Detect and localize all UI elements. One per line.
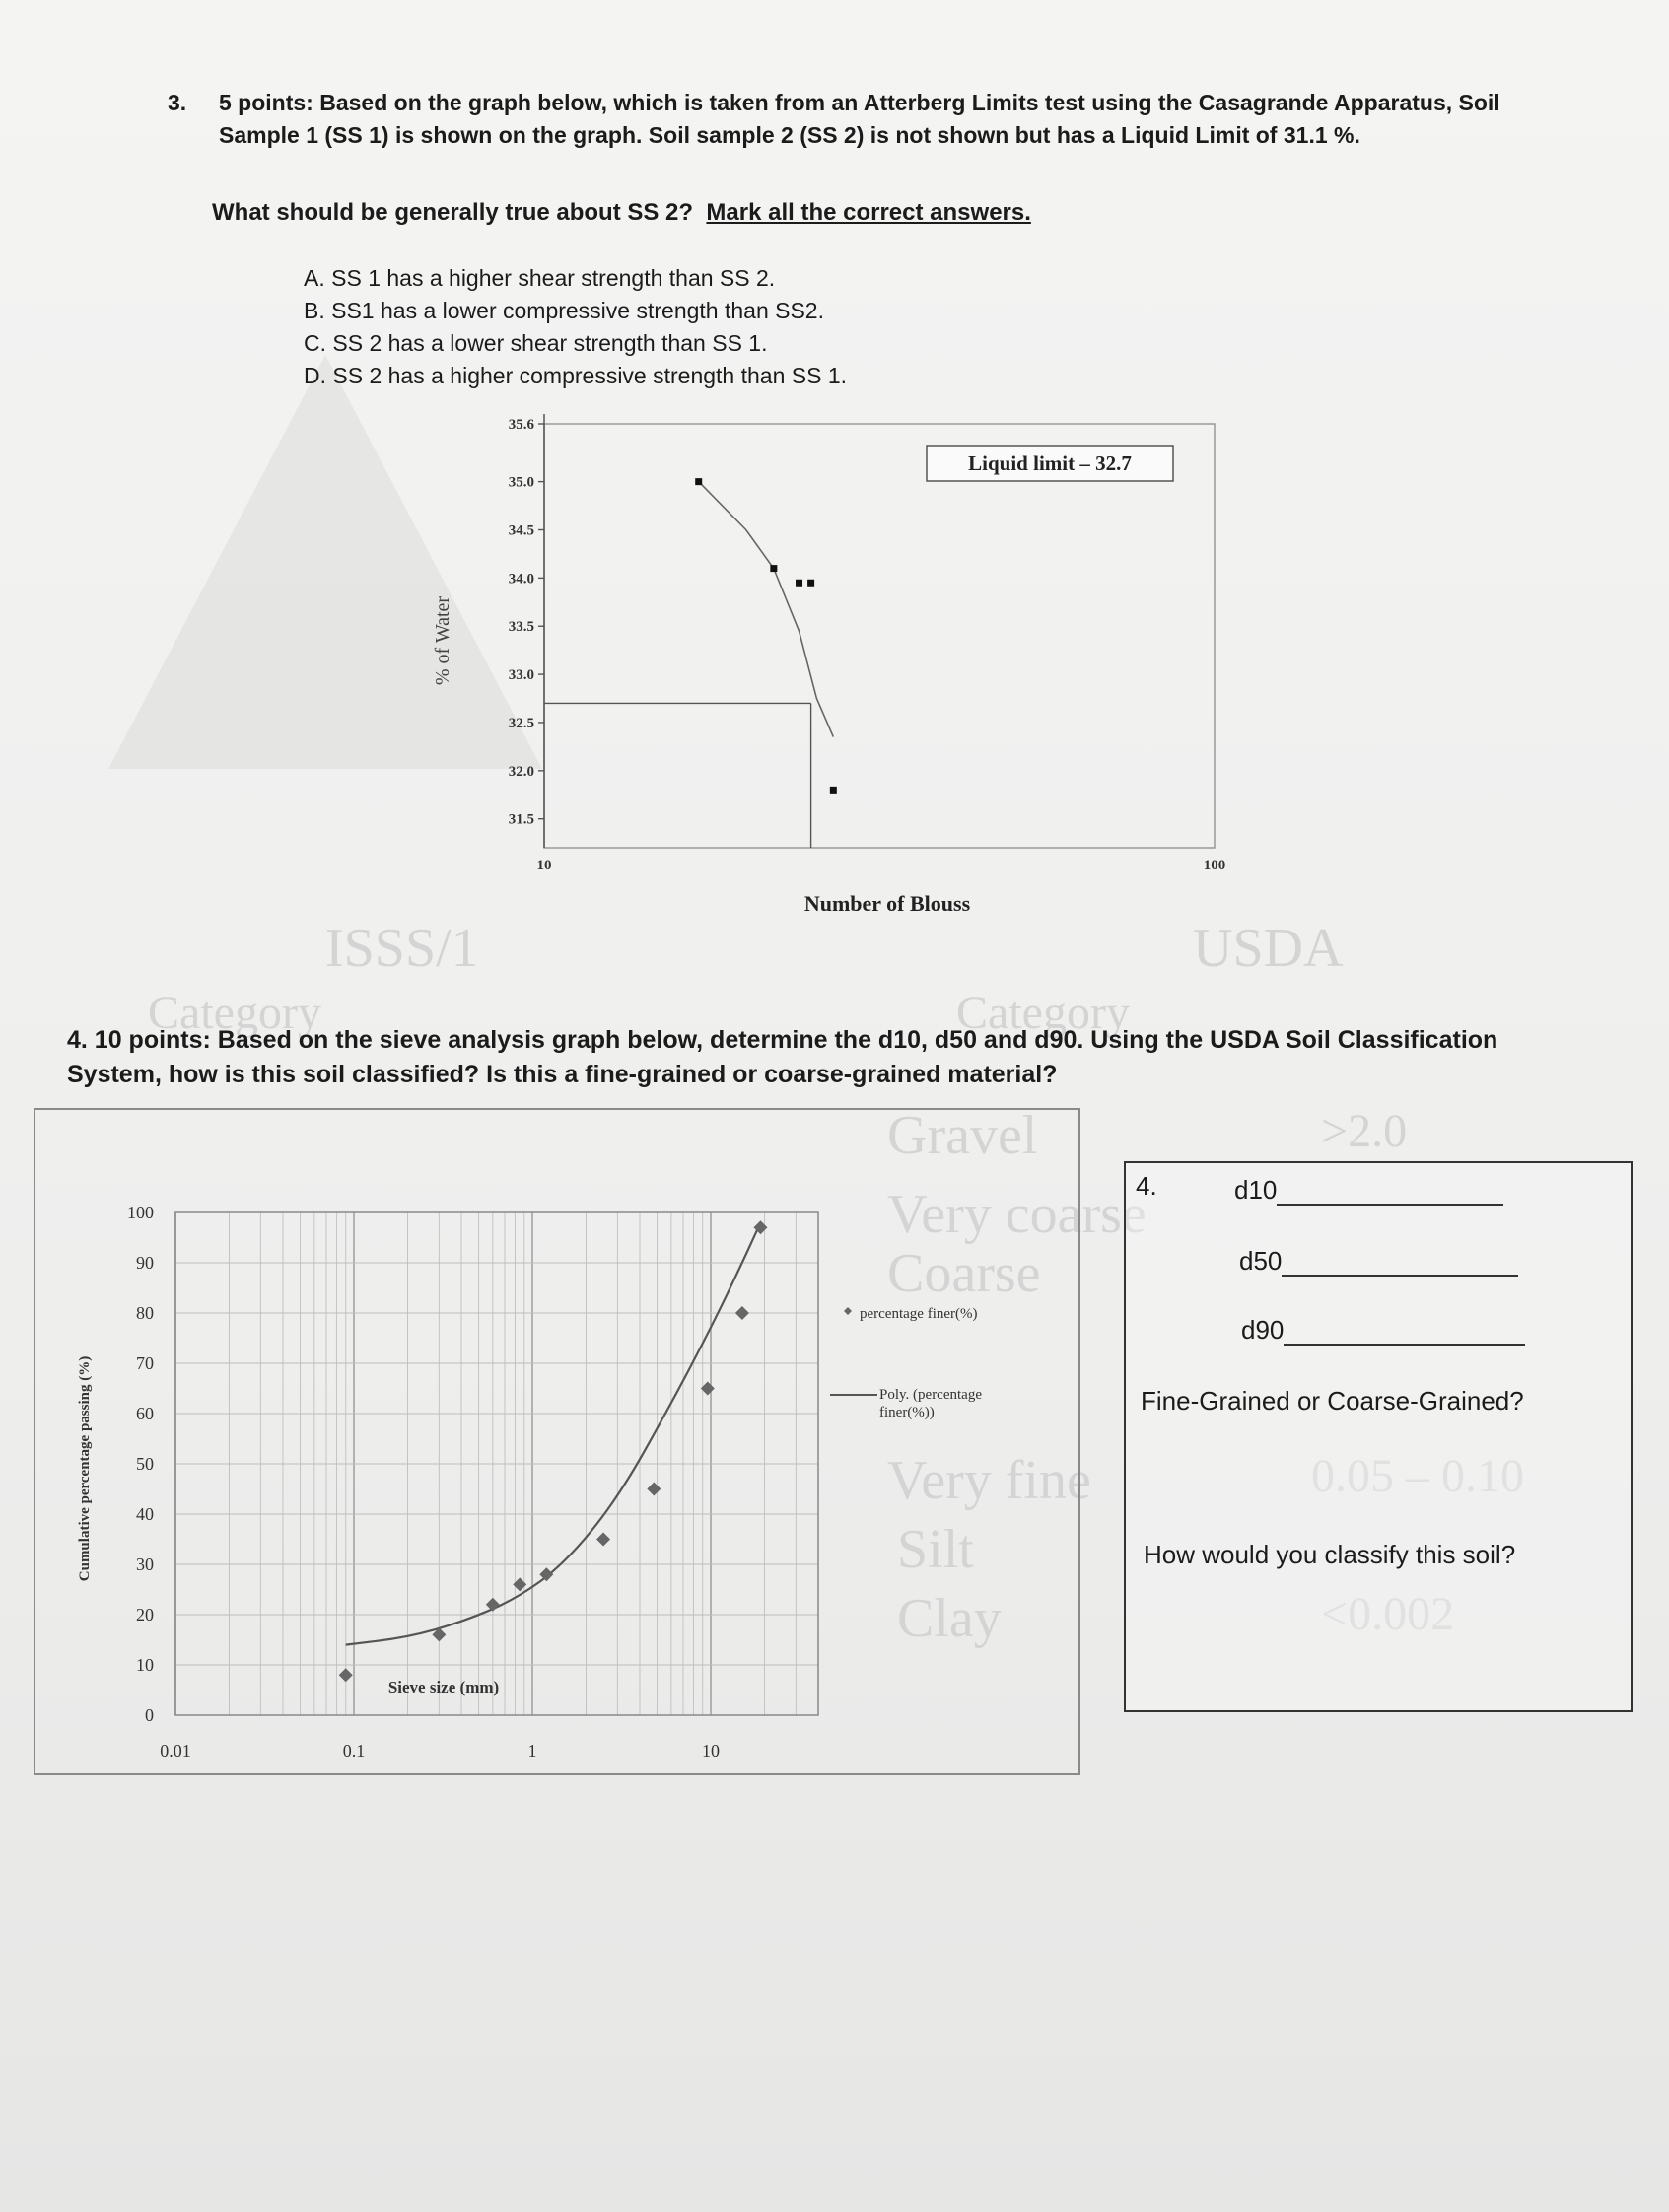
x-tick-label: 100	[1203, 858, 1226, 873]
answer-number: 4.	[1136, 1171, 1157, 1201]
y-tick-label: 80	[136, 1303, 154, 1323]
data-point	[339, 1668, 353, 1682]
y-tick-label: 40	[136, 1504, 154, 1524]
show-through-text: Category	[956, 987, 1130, 1039]
x-tick-label: 10	[702, 1741, 721, 1761]
classify-question: How would you classify this soil?	[1144, 1540, 1516, 1569]
x-tick-label: 10	[536, 858, 552, 873]
liquid-limit-chart	[394, 394, 1262, 946]
y-tick-label: 33.0	[508, 667, 534, 684]
show-through-text: Clay	[897, 1588, 1002, 1649]
d10-row	[1234, 1175, 1503, 1206]
question-4: 4. 10 points: Based on the sieve analysis graph below, determine the d10, d50 and d90. Using the USDA Soil Classification System, how is this soil classified? Is this a fine-grained or coarse-grained material?	[67, 1026, 1498, 1088]
option-c[interactable]: C. SS 2 has a lower shear strength than SS 1.	[304, 330, 768, 356]
sieve-analysis-chart	[30, 1099, 1094, 1779]
show-through-text: Category	[148, 987, 321, 1039]
chart1-xlabel: Number of Blouss	[803, 891, 971, 916]
question-3-instruction: Mark all the correct answers.	[706, 199, 1031, 226]
d50-blank[interactable]	[1282, 1251, 1518, 1277]
option-a[interactable]: A. SS 1 has a higher shear strength than SS 2.	[304, 265, 776, 291]
data-point	[647, 1483, 661, 1496]
data-point	[486, 1598, 500, 1612]
y-tick-label: 60	[136, 1404, 154, 1423]
option-b[interactable]: B. SS1 has a lower compressive strength than SS2.	[304, 298, 824, 323]
answer-box	[1124, 1161, 1633, 1712]
sieve-chart-frame	[35, 1109, 1079, 1774]
show-through-text: <0.002	[1321, 1588, 1455, 1640]
y-tick-label: 20	[136, 1605, 154, 1624]
y-tick-label: 34.0	[508, 571, 534, 588]
y-tick-label: 70	[136, 1353, 154, 1373]
option-d[interactable]: D. SS 2 has a higher compressive strength than SS 1.	[304, 363, 848, 388]
question-3-prompt: What should be generally true about SS 2?	[212, 199, 694, 226]
y-tick-label: 35.6	[508, 417, 534, 433]
d90-label: d90	[1241, 1315, 1285, 1345]
show-through-text: Very coarse	[887, 1184, 1147, 1245]
chart2-ylabel: Cumulative percentage passing (%)	[77, 1355, 93, 1582]
data-point	[596, 1533, 610, 1547]
legend-marker-points	[844, 1307, 852, 1315]
data-point	[807, 580, 814, 587]
d50-row	[1239, 1246, 1518, 1277]
data-point	[735, 1306, 749, 1320]
question-3-text: 5 points: Based on the graph below, which is taken from an Atterberg Limits test using the Casagrande Apparatus, Soil Sample 1 (SS 1) is shown on the graph. Soil sample 2 (SS 2) is not shown but has a Liquid Limit of 31.1 %.	[219, 90, 1500, 148]
liquid-limit-plot-area	[544, 424, 1215, 848]
d90-blank[interactable]	[1284, 1320, 1525, 1346]
y-tick-label: 33.5	[508, 619, 534, 636]
y-tick-label: 100	[127, 1203, 154, 1222]
data-point	[830, 787, 837, 794]
y-tick-label: 31.5	[508, 811, 534, 828]
data-point	[796, 580, 802, 587]
liquid-limit-annotation: Liquid limit – 32.7	[968, 451, 1132, 475]
data-point	[695, 478, 702, 485]
d10-label: d10	[1234, 1175, 1278, 1205]
legend-label-points: percentage finer(%)	[860, 1306, 978, 1322]
y-tick-label: 35.0	[508, 474, 534, 491]
show-through-text: Very fine	[887, 1450, 1091, 1511]
d10-blank[interactable]	[1277, 1180, 1503, 1206]
show-through-text: Coarse	[887, 1243, 1041, 1304]
d50-label: d50	[1239, 1246, 1283, 1276]
data-point	[770, 565, 777, 572]
show-through-text: Silt	[897, 1519, 974, 1580]
y-tick-label: 32.0	[508, 763, 534, 780]
show-through-text: ISSS/1	[325, 918, 479, 979]
show-through-text: USDA	[1193, 918, 1344, 979]
chart2-xlabel: Sieve size (mm)	[387, 1678, 500, 1696]
y-tick-label: 30	[136, 1555, 154, 1574]
x-tick-label: 0.1	[342, 1741, 366, 1761]
show-through-text: Gravel	[887, 1105, 1038, 1166]
show-through-text: >2.0	[1321, 1105, 1408, 1157]
y-tick-label: 90	[136, 1253, 154, 1273]
y-tick-label: 34.5	[508, 522, 534, 539]
y-tick-label: 0	[145, 1705, 154, 1725]
show-through-text: 0.05 – 0.10	[1311, 1450, 1524, 1502]
question-3-options	[304, 262, 847, 392]
question-3-number: 3.	[168, 90, 187, 115]
y-tick-label: 32.5	[508, 715, 534, 731]
y-tick-label: 10	[136, 1655, 154, 1675]
chart1-ylabel: % of Water	[432, 595, 453, 686]
grain-question: Fine-Grained or Coarse-Grained?	[1141, 1386, 1524, 1416]
x-tick-label: 1	[527, 1741, 537, 1761]
d90-row	[1241, 1315, 1525, 1346]
legend-label-poly: Poly. (percentage finer(%))	[879, 1387, 982, 1420]
flow-curve	[699, 482, 834, 737]
x-tick-label: 0.01	[160, 1741, 191, 1761]
question-3-prompt-line	[212, 199, 1031, 227]
y-tick-label: 50	[136, 1454, 154, 1474]
